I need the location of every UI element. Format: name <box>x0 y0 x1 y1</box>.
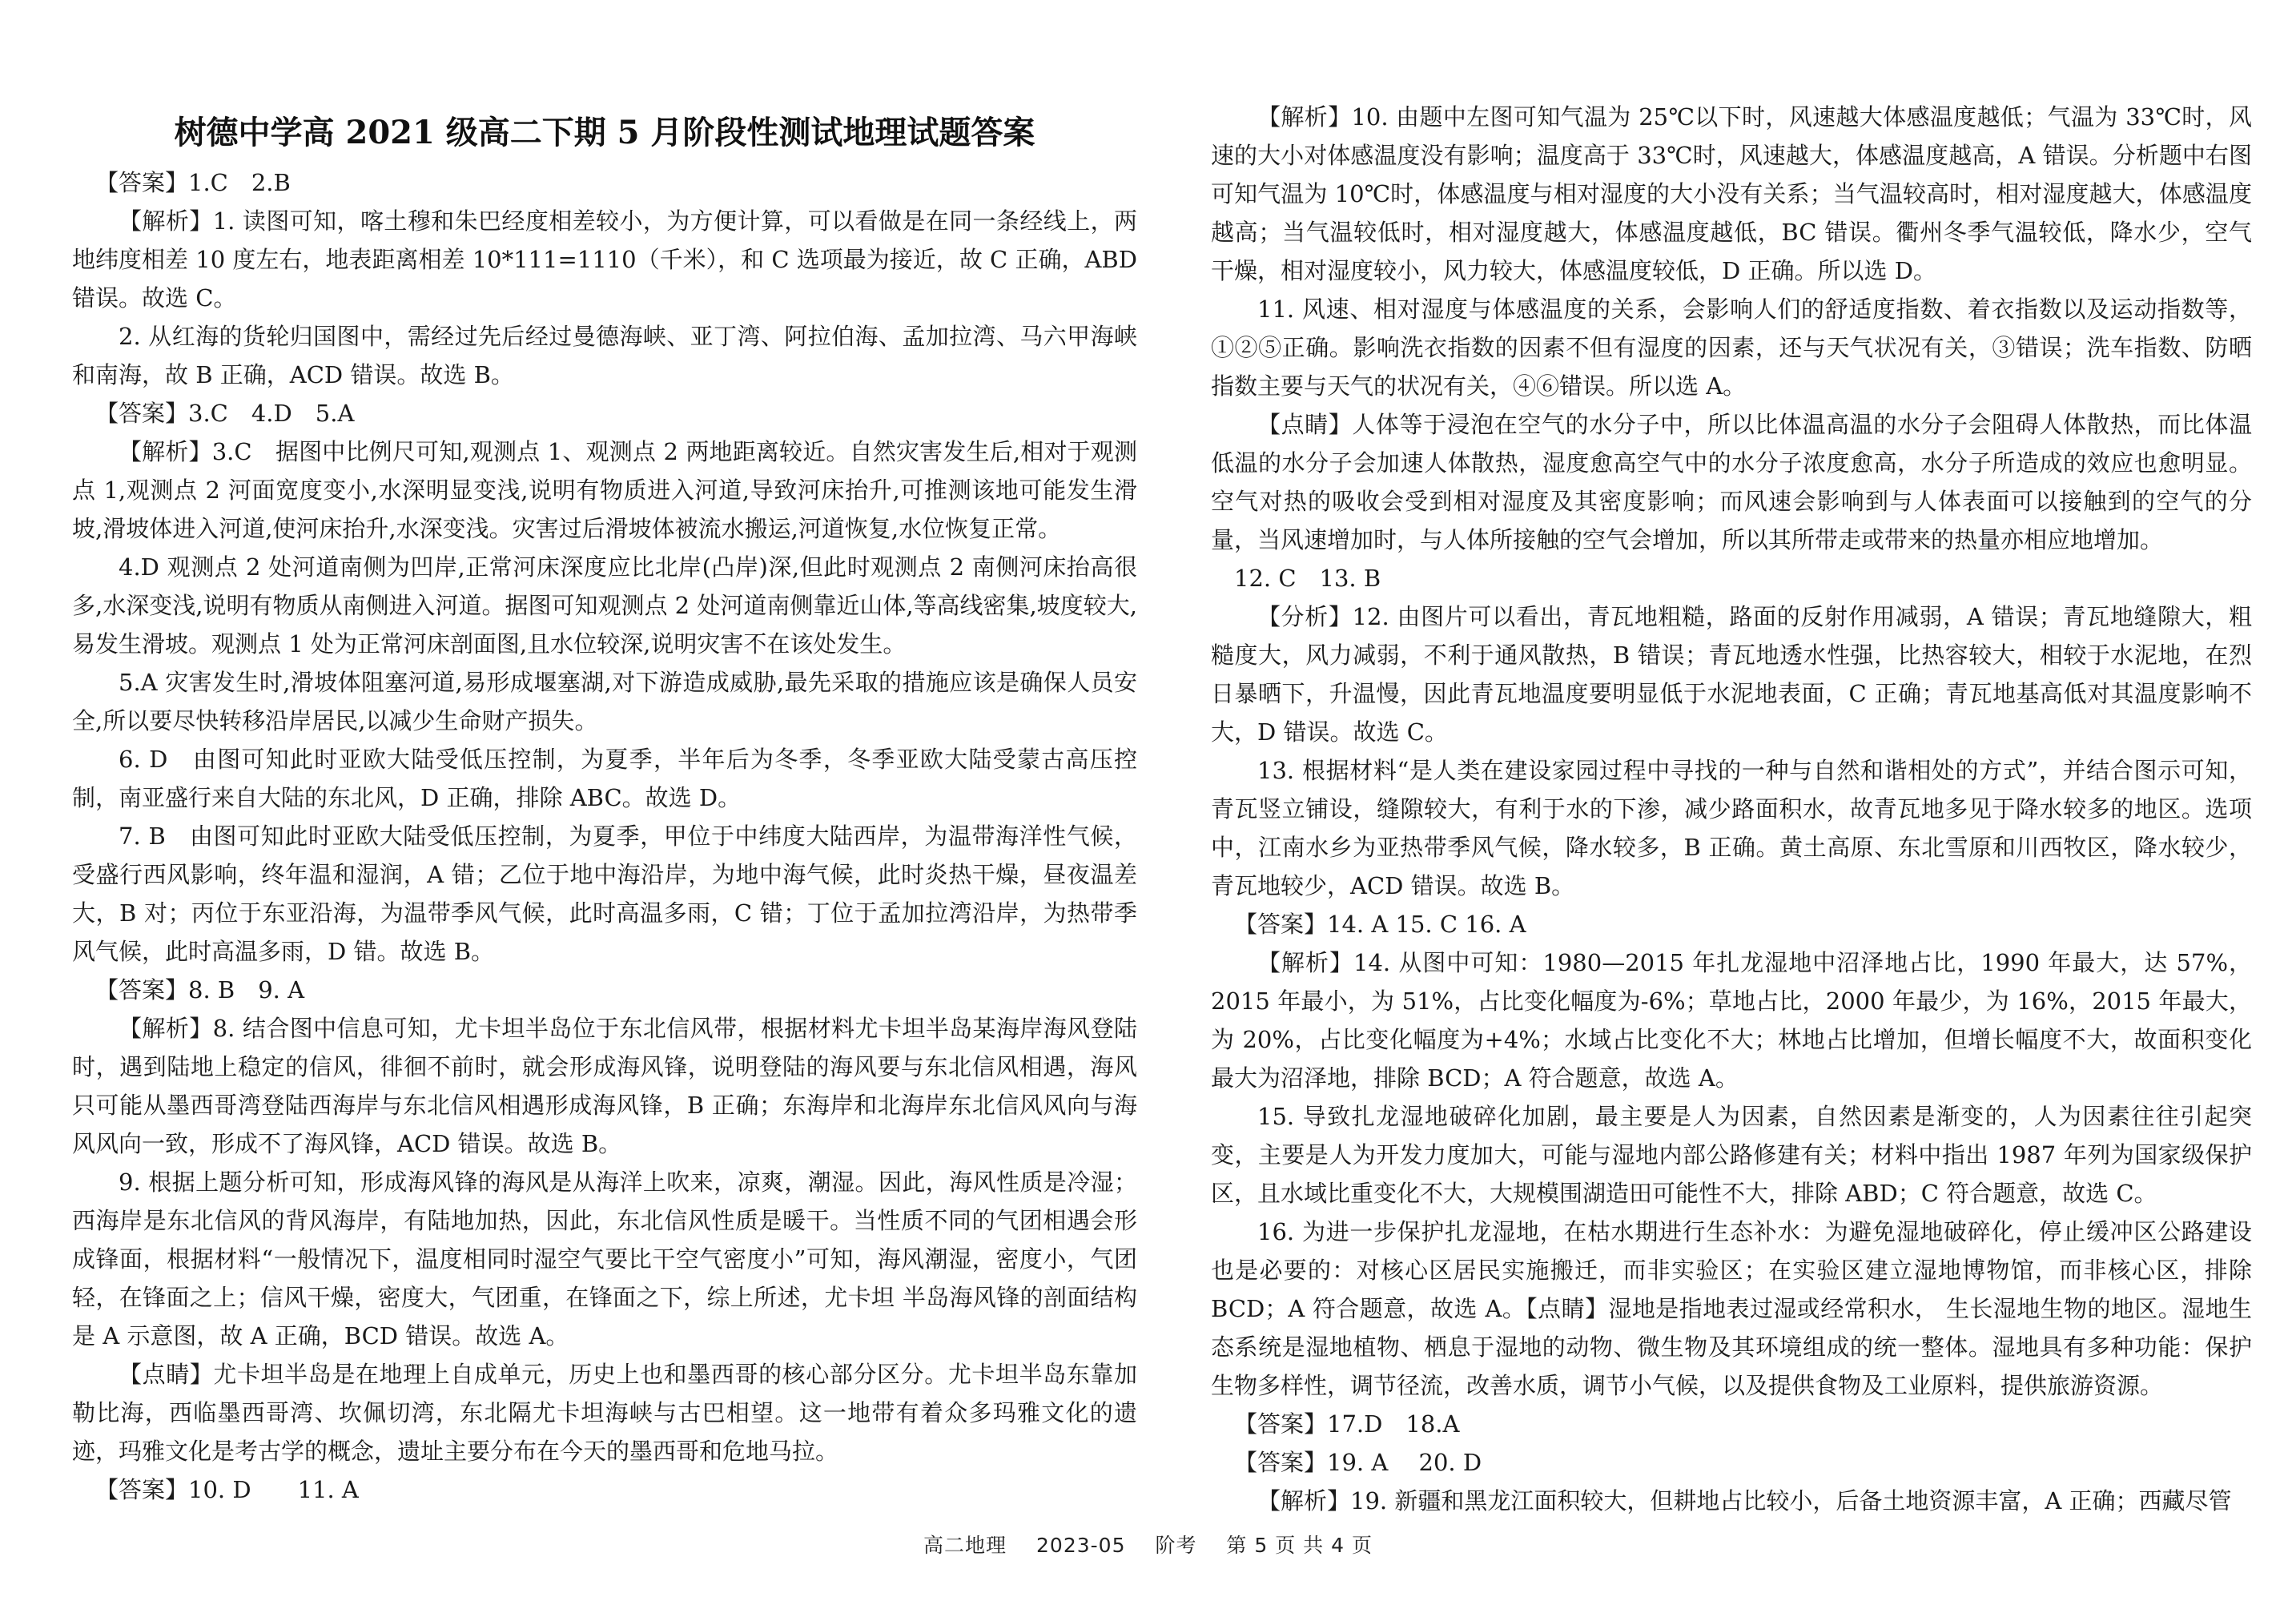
explanation-paragraph: 11. 风速、相对湿度与体感温度的关系，会影响人们的舒适度指数、着衣指数以及运动指数等，①②⑤正确。影响洗衣指数的因素不但有湿度的因素，还与天气状况有关，③错误；洗车指数、防晒指数主要与天气的状况有关，④⑥错误。所以选 A。 <box>1211 296 2252 400</box>
explanation-paragraph: 【解析】8. 结合图中信息可知，尤卡坦半岛位于东北信风带，根据材料尤卡坦半岛某海岸海风登陆时，遇到陆地上稳定的信风，徘徊不前时，就会形成海风锋，说明登陆的海风要与东北信风相遇，海风只可能从墨西哥湾登陆西海岸与东北信风相遇形成海风锋，B 正确；东海岸和北海岸东北信风风向与海风风向一致，形成不了海风锋，ACD 错误。故选 B。 <box>72 1015 1137 1157</box>
footer-page-number: 第 5 页 共 4 页 <box>1226 1534 1373 1557</box>
explanation-paragraph: 15. 导致扎龙湿地破碎化加剧，最主要是人为因素，自然因素是渐变的，人为因素往往引起突变，主要是人为开发力度加大，可能与湿地内部公路修建有关；材料中指出 1987 年列为国家级保护区，且水域比重变化不大，大规模围湖造田可能性不大，排除 ABD；C 符合题意，故选 C。 <box>1211 1103 2252 1207</box>
explanation-paragraph: 【解析】14. 从图中可知：1980—2015 年扎龙湿地中沼泽地占比，1990 年最大，达 57%，2015 年最小，为 51%，占比变化幅度为-6%；草地占比，2000 年最少，为 16%，2015 年最大，为 20%，占比变化幅度为+4%；水域占比变化不大；林地占比增加，但增长幅度不大，故面积变化最大为沼泽地，排除 BCD；A 符合题意，故选 A。 <box>1211 949 2252 1092</box>
answer-line: 12. C 13. B <box>1234 565 1381 592</box>
explanation-paragraph: 【解析】1. 读图可知，喀土穆和朱巴经度相差较小，为方便计算，可以看做是在同一条经线上，两地纬度相差 10 度左右，地表距离相差 10*111=1110（千米），和 C 选项最为接近，故 C 正确，ABD 错误。故选 C。 <box>72 207 1137 312</box>
answer-line: 【答案】8. B 9. A <box>95 976 305 1004</box>
explanation-paragraph: 【解析】3.C 据图中比例尺可知,观测点 1、观测点 2 两地距离较近。自然灾害发生后,相对于观测点 1,观测点 2 河面宽度变小,水深明显变浅,说明有物质进入河道,导致河床抬升,可推测该地可能发生滑坡,滑坡体进入河道,使河床抬升,水深变浅。灾害过后滑坡体被流水搬运,河道恢复,水位恢复正常。 <box>72 438 1137 542</box>
explanation-paragraph: 6. D 由图可知此时亚欧大陆受低压控制，为夏季，半年后为冬季，冬季亚欧大陆受蒙古高压控制，南亚盛行来自大陆的东北风，D 正确，排除 ABC。故选 D。 <box>72 746 1137 811</box>
explanation-paragraph: 【点睛】尤卡坦半岛是在地理上自成单元，历史上也和墨西哥的核心部分区分。尤卡坦半岛东靠加勒比海，西临墨西哥湾、坎佩切湾，东北隔尤卡坦海峡与古巴相望。这一地带有着众多玛雅文化的遗迹，玛雅文化是考古学的概念，遗址主要分布在今天的墨西哥和危地马拉。 <box>72 1361 1137 1465</box>
explanation-paragraph: 【分析】12. 由图片可以看出，青瓦地粗糙，路面的反射作用减弱，A 错误；青瓦地缝隙大，粗糙度大，风力减弱，不利于通风散热，B 错误；青瓦地透水性强，比热容较大，相较于水泥地，在烈日暴晒下，升温慢，因此青瓦地温度要明显低于水泥地表面，C 正确；青瓦地基高低对其温度影响不大，D 错误。故选 C。 <box>1211 603 2252 746</box>
document-title: 树德中学高 2021 级高二下期 5 月阶段性测试地理试题答案 <box>174 114 1035 151</box>
answer-line: 【答案】1.C 2.B <box>95 169 291 196</box>
explanation-paragraph: 2. 从红海的货轮归国图中，需经过先后经过曼德海峡、亚丁湾、阿拉伯海、孟加拉湾、马六甲海峡和南海，故 B 正确，ACD 错误。故选 B。 <box>72 323 1137 388</box>
answer-line: 【答案】3.C 4.D 5.A <box>95 400 355 427</box>
explanation-paragraph: 13. 根据材料“是人类在建设家园过程中寻找的一种与自然和谐相处的方式”，并结合图示可知，青瓦竖立铺设，缝隙较大，有利于水的下渗，减少路面积水，故青瓦地多见于降水较多的地区。选项中，江南水乡为亚热带季风气候，降水较多，B 正确。黄土高原、东北雪原和川西牧区，降水较少，青瓦地较少，ACD 错误。故选 B。 <box>1211 757 2252 899</box>
footer-exam: 阶考 <box>1155 1534 1197 1557</box>
explanation-paragraph: 4.D 观测点 2 处河道南侧为凹岸,正常河床深度应比北岸(凸岸)深,但此时观测点 2 南侧河床抬高很多,水深变浅,说明有物质从南侧进入河道。据图可知观测点 2 处河道南侧靠近山体,等高线密集,坡度较大,易发生滑坡。观测点 1 处为正常河床剖面图,且水位较深,说明灾害不在该处发生。 <box>72 553 1137 658</box>
answer-line: 【答案】19. A 20. D <box>1234 1449 1482 1476</box>
page-footer <box>0 1530 2296 1559</box>
right-column <box>1211 98 2252 1520</box>
left-column <box>72 163 1137 1509</box>
footer-subject: 高二地理 <box>923 1534 1007 1557</box>
answer-line: 【答案】14. A 15. C 16. A <box>1234 911 1526 938</box>
answer-line: 【答案】17.D 18.A <box>1234 1410 1460 1438</box>
explanation-paragraph: 5.A 灾害发生时,滑坡体阻塞河道,易形成堰塞湖,对下游造成威胁,最先采取的措施应该是确保人员安全,所以要尽快转移沿岸居民,以减少生命财产损失。 <box>72 669 1137 734</box>
explanation-paragraph: 7. B 由图可知此时亚欧大陆受低压控制，为夏季，甲位于中纬度大陆西岸，为温带海洋性气候，受盛行西风影响，终年温和湿润，A 错；乙位于地中海沿岸，为地中海气候，此时炎热干燥，昼夜温差大，B 对；丙位于东亚沿海，为温带季风气候，此时高温多雨，C 错；丁位于孟加拉湾沿岸，为热带季风气候，此时高温多雨，D 错。故选 B。 <box>72 823 1137 965</box>
explanation-paragraph: 【解析】19. 新疆和黑龙江面积较大，但耕地占比较小，后备土地资源丰富，A 正确；西藏尽管 <box>1257 1487 2232 1514</box>
footer-date: 2023-05 <box>1036 1534 1126 1557</box>
explanation-paragraph: 【点睛】人体等于浸泡在空气的水分子中，所以比体温高温的水分子会阻碍人体散热，而比体温低温的水分子会加速人体散热，湿度愈高空气中的水分子浓度愈高，水分子所造成的效应也愈明显。空气对热的吸收会受到相对湿度及其密度影响；而风速会影响到与人体表面可以接触到的空气的分量，当风速增加时，与人体所接触的空气会增加，所以其所带走或带来的热量亦相应地增加。 <box>1211 411 2252 553</box>
answer-line: 【答案】10. D 11. A <box>95 1476 359 1503</box>
explanation-paragraph: 【解析】10. 由题中左图可知气温为 25℃以下时，风速越大体感温度越低；气温为 33℃时，风速的大小对体感温度没有影响；温度高于 33℃时，风速越大，体感温度越高，A 错误。分析题中右图可知气温为 10℃时，体感温度与相对湿度的大小没有关系；当气温较高时，相对湿度越大，体感温度越高；当气温较低时，相对湿度越大，体感温度越低，BC 错误。衢州冬季气温较低，降水少，空气干燥，相对湿度较小，风力较大，体感温度较低，D 正确。所以选 D。 <box>1211 103 2252 284</box>
explanation-paragraph: 9. 根据上题分析可知，形成海风锋的海风是从海洋上吹来，凉爽，潮湿。因此，海风性质是冷湿；西海岸是东北信风的背风海岸，有陆地加热，因此，东北信风性质是暖干。当性质不同的气团相遇会形成锋面，根据材料“一般情况下，温度相同时湿空气要比干空气密度小”可知，海风潮湿，密度小，气团轻，在锋面之上；信风干燥，密度大，气团重，在锋面之下，综上所述，尤卡坦 半岛海风锋的剖面结构是 A 示意图，故 A 正确，BCD 错误。故选 A。 <box>72 1168 1137 1349</box>
explanation-paragraph: 16. 为进一步保护扎龙湿地，在枯水期进行生态补水：为避免湿地破碎化，停止缓冲区公路建设也是必要的：对核心区居民实施搬迁，而非实验区；在实验区建立湿地博物馆，而非核心区，排除 BCD；A 符合题意，故选 A。【点睛】湿地是指地表过湿或经常积水， 生长湿地生物的地区。湿地生态系统是湿地植物、栖息于湿地的动物、微生物及其环境组成的统一整体。湿地具有多种功能：保护生物多样性，调节径流，改善水质，调节小气候，以及提供食物及工业原料，提供旅游资源。 <box>1211 1218 2252 1399</box>
